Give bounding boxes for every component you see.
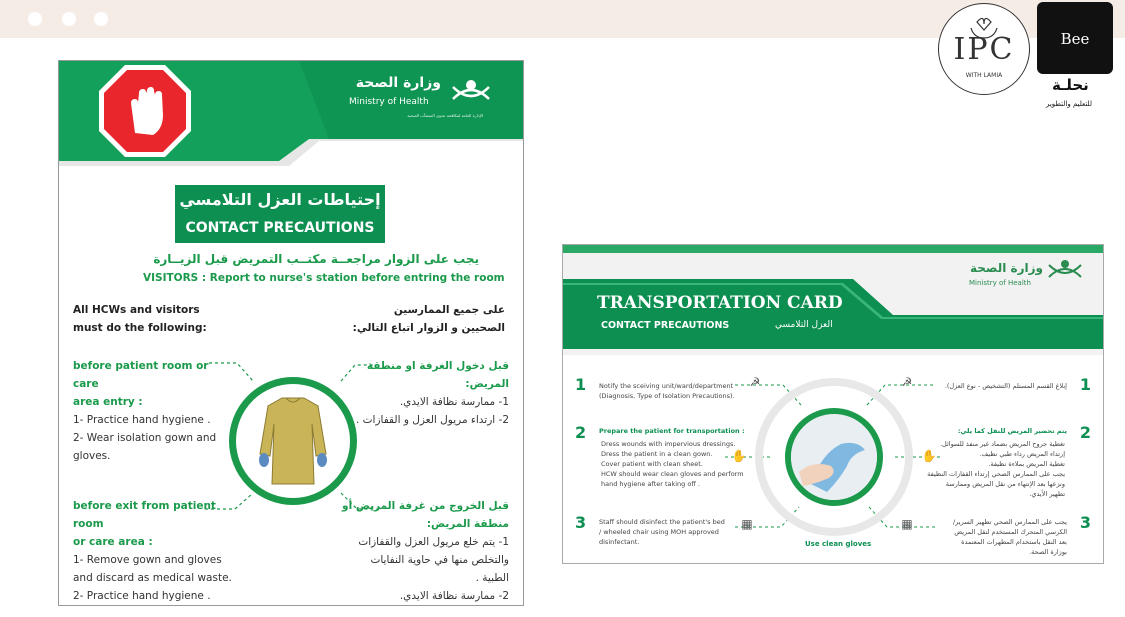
left-step-2 [601,439,744,489]
before-exit-step: الطبية . [475,572,509,584]
ipc-logo-text: IPC [953,32,1015,67]
before-entry-english [73,357,233,465]
step-line: تغطية المريض بملاءة نظيفة. [988,460,1065,468]
before-exit-english [73,497,243,605]
step-number: 3 [575,513,587,532]
bee-logo-text: Bee [1060,30,1090,48]
right-step-2 [927,439,1065,499]
step-line: Dress the patient in a clean gown. [601,450,713,458]
step-line: ونزعها بعد الإنتهاء من نقل المريض وممارسة [945,480,1065,488]
before-exit-step: 2- Practice hand hygiene . [73,590,211,602]
before-exit-step: والتخلص منها في حاوية النفايات [370,554,509,566]
transportation-card [562,244,1104,564]
card-connector-lines [563,245,1103,563]
left-step-3 [599,517,725,547]
before-exit-title: قبل الخروج من غرفة المريض أو [342,500,509,512]
instruction-heading-line: must do the following: [73,322,207,334]
card-title: TRANSPORTATION CARD [597,293,843,313]
poster-title-english: CONTACT PRECAUTIONS [175,215,385,243]
moh-subtitle: الإدارة العامة لمكافحة عدوى المنشآت الصحية [407,113,483,118]
before-entry-step: 2- Wear isolation gown and [73,432,217,444]
window-dot[interactable] [94,12,108,26]
step-line: Cover patient with clean sheet. [601,460,703,468]
step-line: تطهير الأيدي. [1029,490,1065,498]
before-entry-arabic [349,357,509,429]
step-line: بوزارة الصحة. [1029,548,1067,556]
bee-arabic-name: نحلـة [1052,76,1089,94]
people-icon: ☭ [749,375,761,389]
step-line: الكرسي المتحرك المستخدم لنقل المريض [954,528,1067,536]
moh-arabic-name: وزارة الصحة [355,75,441,91]
bee-logo [1037,2,1113,74]
step-number: 1 [575,375,587,394]
before-entry-step: 1- Practice hand hygiene . [73,414,211,426]
left-step-2-title: Prepare the patient for transportation : [599,427,745,435]
before-exit-title: or care area : [73,536,153,548]
isolation-gown-image [229,377,357,505]
ipc-logo-subtext: WITH LAMIA [965,72,1003,79]
right-step-3 [953,517,1067,557]
instruction-heading-line: على جميع الممارسين [393,304,505,316]
card-moh-arabic: وزارة الصحة [969,261,1043,275]
step-line: Notify the sceiving unit/ward/department [599,382,734,390]
bed-icon: ▦ [901,517,913,531]
step-line: يجب على الممارس الصحي إرتداء القفازات النظيفة [927,470,1065,478]
right-step-1 [945,381,1067,391]
visitors-notice-english: VISITORS : Report to nurse's station before entring the room [143,272,505,284]
poster-title-arabic: إحتياطات العزل التلامسي [175,185,385,215]
step-line: تغطية جروح المريض بضماد غير منفذ للسوائل. [939,440,1065,448]
before-entry-title: المريض: [465,378,509,390]
step-line: Staff should disinfect the patient's bed [599,518,725,526]
gloves-image [785,408,883,506]
card-subtitle-arabic: العزل التلامسي [775,320,833,330]
people-icon: ☭ [901,375,913,389]
right-step-2-title: يتم تحضير المريض للنقل كما يلي: [957,427,1067,435]
step-line: إبلاغ القسم المستلم (التشخيص - نوع العزل). [944,382,1067,390]
step-line: Dress wounds with impervious dressings. [601,440,736,448]
before-entry-step: 1- ممارسة نظافة الايدي. [399,396,509,408]
step-number: 1 [1079,375,1091,394]
bee-tagline: للتعليم والتطوير [1046,100,1092,108]
before-entry-step: gloves. [73,450,111,462]
before-exit-step: 1- يتم خلع مريول العزل والقفازات [358,536,509,548]
step-line: hand hygiene after taking off . [601,480,700,488]
before-entry-title: area entry : [73,396,143,408]
before-exit-title: منطقة المريض: [426,518,509,530]
card-moh-english: Ministry of Health [969,279,1031,287]
step-line: إرتداء المريض رداء طبي نظيف. [979,450,1065,458]
before-entry-title: before patient room or care [73,360,209,390]
step-line: بعد النقل باستخدام المطهرات المعتمدة [961,538,1067,546]
before-exit-step: 1- Remove gown and gloves [73,554,222,566]
step-line: / wheeled chair using MOH approved [599,528,719,536]
before-entry-title: قبل دخول الغرفة او منطقة [366,360,509,372]
step-number: 2 [1079,423,1091,442]
ipc-logo [938,3,1030,95]
hand-wash-icon: ✋ [921,449,937,463]
step-line: disinfectant. [599,538,640,546]
step-number: 3 [1079,513,1091,532]
before-exit-step: and discard as medical waste. [73,572,232,584]
instruction-heading-line: All HCWs and visitors [73,304,200,316]
center-caption: Use clean gloves [805,540,872,548]
step-line: (Diagnosis, Type of Isolation Precautions). [599,392,735,400]
isolation-gown-icon [236,384,350,498]
moh-english-name: Ministry of Health [349,97,429,107]
contact-precautions-poster [58,60,524,606]
before-entry-step: 2- ارتداء مريول العزل و القفازات . [356,414,509,426]
left-step-1 [599,381,735,401]
step-line: يجب على الممارس الصحي تطهير السرير/ [952,518,1067,526]
before-exit-title: before exit from patient room [73,500,216,530]
step-number: 2 [575,423,587,442]
instruction-heading-line: الصحيين و الزوار اتباع التالي: [352,322,505,334]
before-exit-step: 2- ممارسة نظافة الايدي. [399,590,509,602]
bed-icon: ▦ [741,517,753,531]
gloved-hand-icon [791,414,877,500]
visitors-notice-arabic: يجب على الزوار مراجعــة مكتــب التمريض قبل الزيــارة [153,252,479,266]
step-line: HCW should wear clean gloves and perform [601,470,744,478]
window-dot[interactable] [28,12,42,26]
hand-wash-icon: ✋ [731,449,747,463]
window-dot[interactable] [62,12,76,26]
before-exit-arabic [339,497,509,605]
card-subtitle-english: CONTACT PRECAUTIONS [601,320,730,331]
